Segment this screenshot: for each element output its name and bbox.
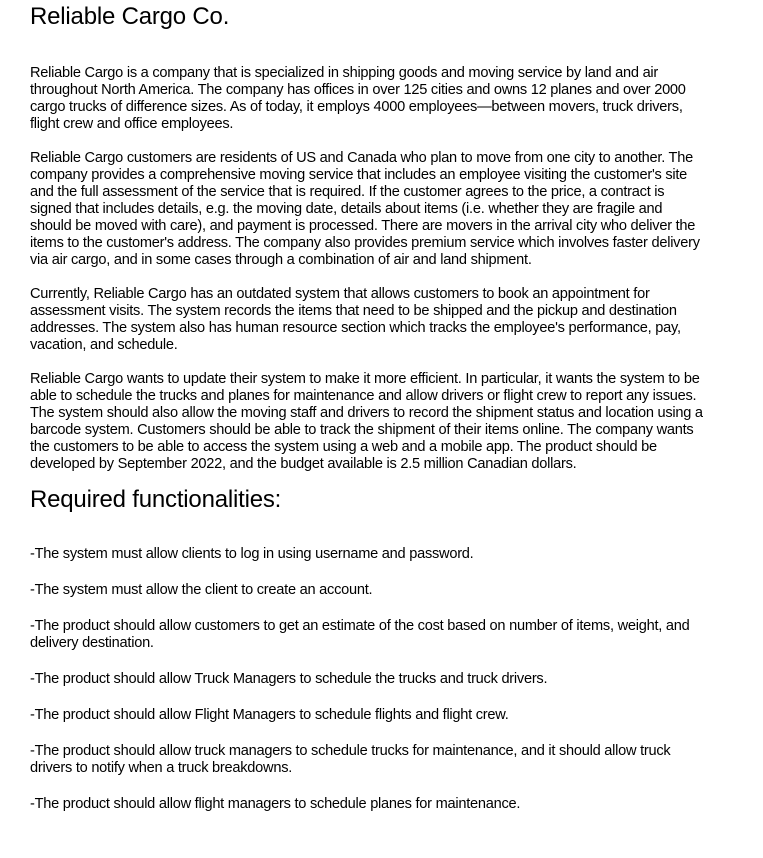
requirement-plane-maintenance: -The product should allow flight managers to schedule planes for maintenance. (30, 796, 521, 812)
document-title: Reliable Cargo Co. (30, 3, 230, 30)
requirement-create-account: -The system must allow the client to create an account. (30, 582, 373, 598)
requirement-login: -The system must allow clients to log in using username and password. (30, 546, 474, 562)
requirement-truck-scheduling: -The product should allow Truck Managers to schedule the trucks and truck drivers. (30, 671, 548, 687)
requirement-flight-scheduling: -The product should allow Flight Managers to schedule flights and flight crew. (30, 707, 509, 723)
intro-paragraph: Reliable Cargo is a company that is specialized in shipping goods and moving service by land and air throughout North America. The company has offices in over 125 cities and owns 12 planes and over 2000 cargo trucks of difference sizes. As of today, it employs 4000 employees—between movers, truck drivers, flight crew and office employees. (30, 65, 686, 132)
current-system-paragraph: Currently, Reliable Cargo has an outdated system that allows customers to book an appointment for assessment visits. The system records the items that need to be shipped and the pickup and destination addresses. The system also has human resource section which tracks the employee's performance, pay, vacation, and schedule. (30, 286, 681, 353)
customers-paragraph: Reliable Cargo customers are residents of US and Canada who plan to move from one city to another. The company provides a comprehensive moving service that includes an employee visiting the customer's site and the full assessment of the service that is required. If the customer agrees to the price, a contract is signed that includes details, e.g. the moving date, details about items (i.e. whether they are fragile and should be moved with care), and payment is processed. There are movers in the arrival city who deliver the items to the customer's address. The company also provides premium service which involves faster delivery via air cargo, and in some cases through a combination of air and land shipment. (30, 150, 700, 268)
update-goals-paragraph: Reliable Cargo wants to update their system to make it more efficient. In particular, it wants the system to be able to schedule the trucks and planes for maintenance and allow drivers or flight crew to report any issues. The system should also allow the moving staff and drivers to record the shipment status and location using a barcode system. Customers should be able to track the shipment of their items online. The company wants the customers to be able to access the system using a web and a mobile app. The product should be developed by September 2022, and the budget available is 2.5 million Canadian dollars. (30, 371, 703, 472)
requirement-truck-maintenance: -The product should allow truck managers to schedule trucks for maintenance, and it should allow truck drivers to notify when a truck breakdowns. (30, 743, 671, 776)
requirements-list (30, 546, 703, 813)
requirement-cost-estimate: -The product should allow customers to get an estimate of the cost based on number of items, weight, and delivery destination. (30, 618, 690, 651)
requirements-heading: Required functionalities: (30, 486, 282, 513)
